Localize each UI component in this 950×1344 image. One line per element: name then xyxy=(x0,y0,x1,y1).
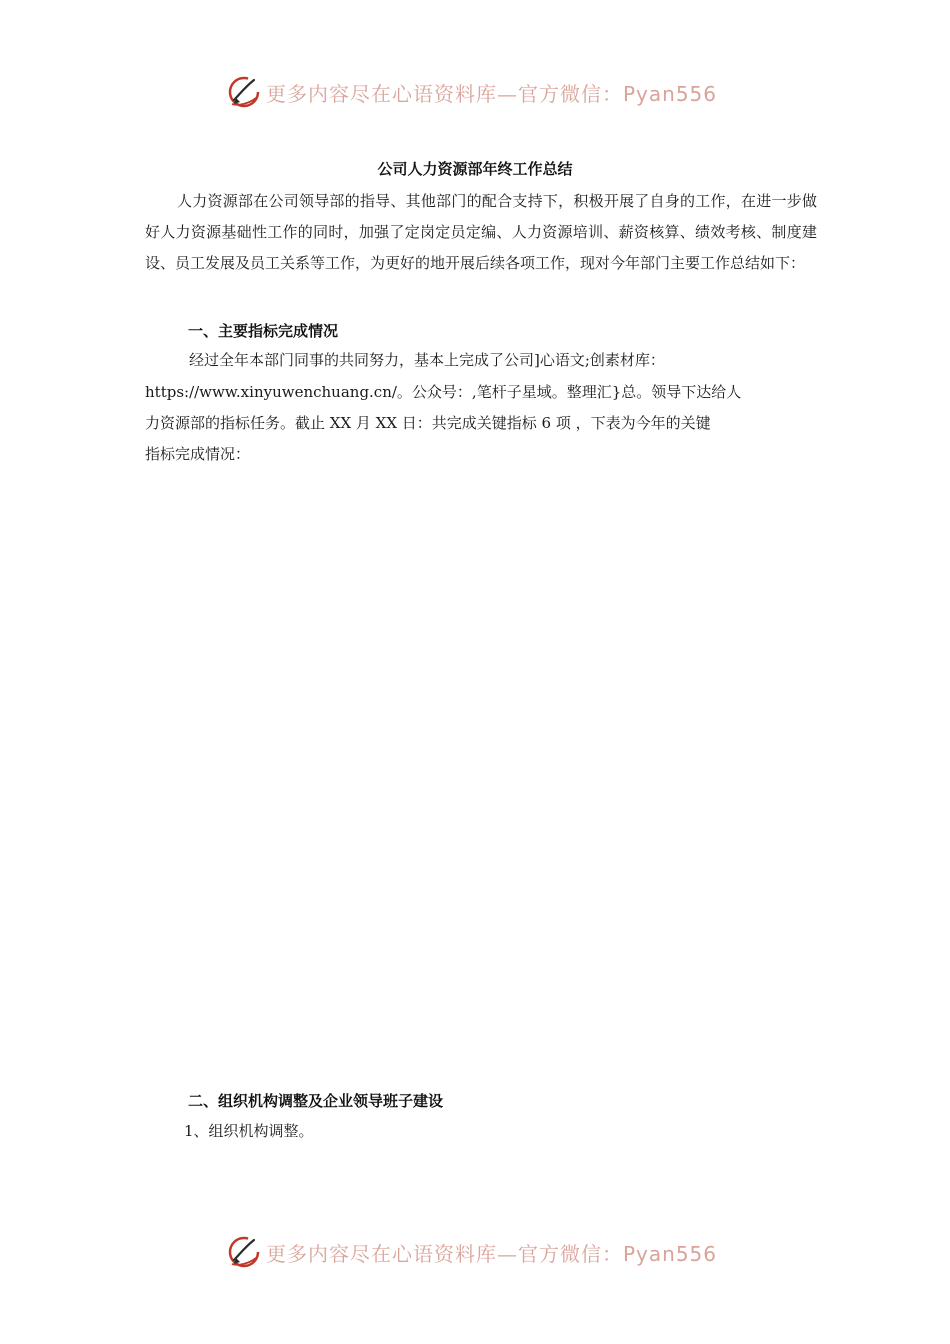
document-title: 公司人力资源部年终工作总结 xyxy=(377,160,573,178)
section-2-heading: 二、组织机构调整及企业领导班子建设 xyxy=(188,1092,444,1110)
section-2-item-1: 1、组织机构调整。 xyxy=(184,1122,314,1140)
intro-paragraph: 人力资源部在公司领导部的指导、其他部门的配合支持下，积极开展了自身的工作，在进一步做好人力资源基础性工作的同时，加强了定岗定员定编、人力资源培训、薪资核算、绩效考核、制度建设、员工发展及员工关系等工作，为更好的地开展后续各项工作，现对今年部门主要工作总结如下： xyxy=(145,192,817,272)
pen-swirl-logo-icon xyxy=(226,74,262,110)
footer-watermark-banner xyxy=(226,1232,726,1272)
pen-swirl-logo-icon xyxy=(226,1234,262,1270)
section-1-line-3: 力资源部的指标任务。截止 XX 月 XX 日：共完成关键指标 6 项 ，下表为今年的关键 xyxy=(145,414,711,432)
section-1-line-4: 指标完成情况： xyxy=(145,445,251,463)
section-1-heading: 一、主要指标完成情况 xyxy=(188,322,339,340)
section-1-line-2: https://www.xinyuwenchuang.cn/。公众号：,笔杆子星域。整理汇}总。领导下达给人 xyxy=(145,383,742,401)
banner-handle: Pyan556 xyxy=(623,81,718,106)
banner-text: 更多内容尽在心语资料库—官方微信：Pyan556 xyxy=(266,81,718,106)
section-1-line-1: 经过全年本部门同事的共同努力，基本上完成了公司]心语文;创素材库： xyxy=(189,351,665,369)
banner-text: 更多内容尽在心语资料库—官方微信：Pyan556 xyxy=(266,1241,718,1266)
header-watermark-banner xyxy=(226,72,726,112)
banner-handle: Pyan556 xyxy=(623,1241,718,1266)
